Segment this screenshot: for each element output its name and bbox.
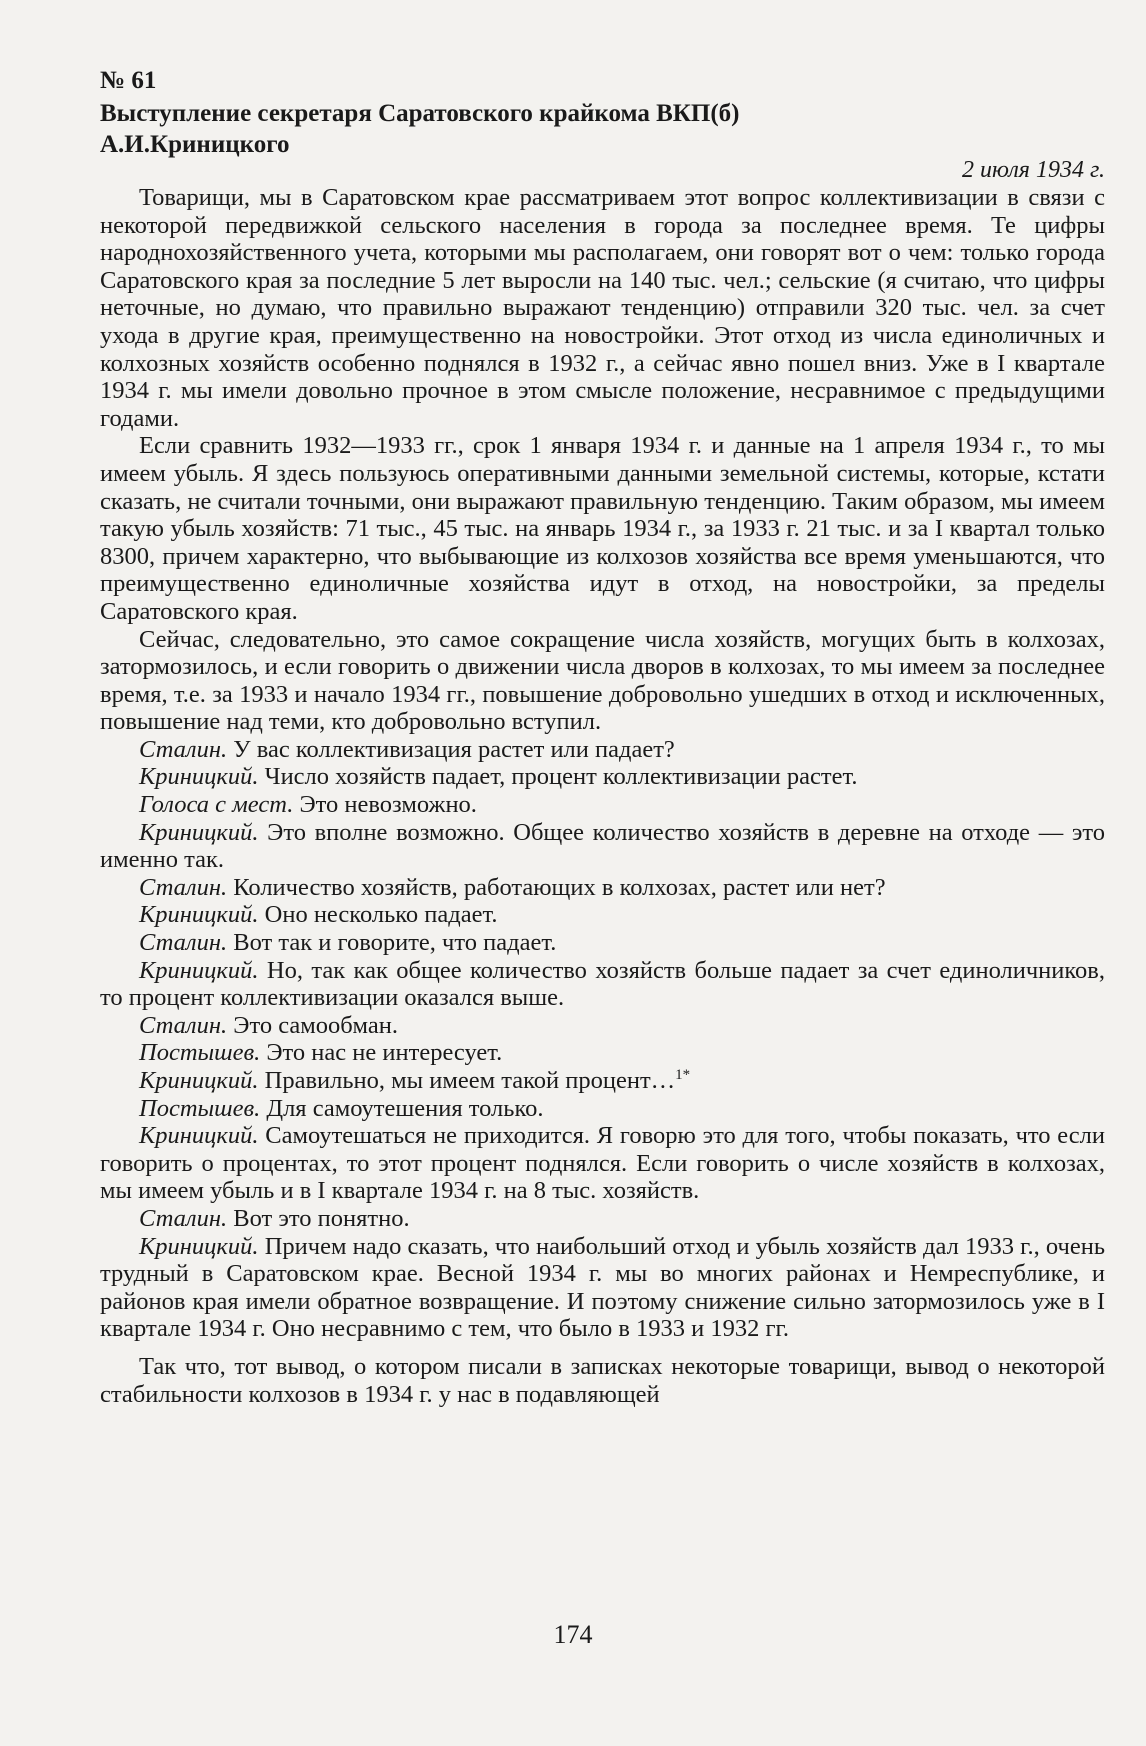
dialogue-line (100, 1039, 1105, 1067)
speaker: Криницкий. (139, 1232, 259, 1260)
title-line-2: А.И.Криницкого (100, 131, 290, 158)
remark: Это вполне возможно. Общее количество хозяйств в деревне на отходе — это именно так. (100, 818, 1105, 874)
dialogue-line (100, 819, 1105, 874)
document-body (100, 184, 1105, 1408)
document-title (100, 98, 1105, 160)
paragraph-3: Сейчас, следовательно, это самое сокращение числа хозяйств, могущих быть в колхозах, затормозилось, и если говорить о движении числа дворов в колхозах, то мы имеем за последнее время, т.е. за 1933 и начало 1934 гг., повышение добровольно ушедших в отход и исключенных, повышение над теми, кто добровольно вступил. (100, 625, 1105, 736)
remark: Это невозможно. (293, 791, 477, 819)
speaker: Криницкий. (139, 901, 259, 929)
dialogue-line (100, 1012, 1105, 1040)
dialogue-line (100, 1122, 1105, 1205)
title-line-1: Выступление секретаря Саратовского крайкома ВКП(б) (100, 100, 740, 127)
document-number: № 61 (100, 67, 157, 94)
speaker: Криницкий. (139, 1122, 259, 1150)
speaker: Постышев. (139, 1039, 261, 1067)
dialogue-line (100, 763, 1105, 791)
dialogue-line (100, 957, 1105, 1012)
speaker: Криницкий. (139, 1067, 259, 1094)
dialogue-line (100, 791, 1105, 819)
dialogue-line (100, 736, 1105, 764)
paragraph-1: Товарищи, мы в Саратовском крае рассматриваем этот вопрос коллективизации в связи с некоторой передвижкой сельского населения в города за последнее время. Те цифры народнохозяйственного учета, которыми мы располагаем, они говорят вот о чем: только города Саратовского края за последние 5 лет выросли на 140 тыс. чел.; сельские (я считаю, что цифры неточные, но думаю, что правильно выражают тенденцию) отправили 320 тыс. чел. за счет ухода в другие края, преимущественно на новостройки. Этот отход из числа единоличных и колхозных хозяйств особенно поднялся в 1932 г., а сейчас явно пошел вниз. Уже в I квартале 1934 г. мы имели довольно прочное в этом смысле положение, несравнимое с предыдущими годами. (100, 184, 1105, 432)
final-paragraph: Так что, тот вывод, о котором писали в записках некоторые товарищи, вывод о некоторой стабильности колхозов в 1934 г. у нас в подавляющей (100, 1352, 1105, 1408)
speaker: Сталин. (139, 873, 228, 901)
speaker: Сталин. (139, 1204, 228, 1232)
remark: У вас коллективизация растет или падает? (227, 735, 675, 763)
remark: Причем надо сказать, что наибольший отход и убыль хозяйств дал 1933 г., очень трудный в Саратовском крае. Весной 1934 г. мы во многих районах и Немреспублике, и районов края имели обратное возвращение. И поэтому снижение сильно затормозилось уже в I квартале 1934 г. Оно несравнимо с тем, что было в 1933 и 1932 гг. (100, 1232, 1105, 1343)
paragraph-2: Если сравнить 1932—1933 гг., срок 1 января 1934 г. и данные на 1 апреля 1934 г., то мы имеем убыль. Я здесь пользуюсь оперативными данными земельной системы, которые, кстати сказать, не считали точными, они выражают правильную тенденцию. Таким образом, мы имеем такую убыль хозяйств: 71 тыс., 45 тыс. на январь 1934 г., за 1933 г. 21 тыс. и за I квартал только 8300, причем характерно, что выбывающие из колхозов хозяйства все время уменьшаются, что преимущественно единоличные хозяйства идут в отход, на новостройки, за пределы Саратовского края. (100, 432, 1105, 625)
remark: Оно несколько падает. (258, 901, 498, 929)
speaker: Криницкий. (139, 818, 259, 846)
speaker: Сталин. (139, 929, 228, 957)
dialogue-line (100, 1067, 1105, 1095)
dialogue-line (100, 1205, 1105, 1233)
dialogue-line (100, 1095, 1105, 1123)
speaker: Постышев. (139, 1094, 261, 1122)
remark: Вот это понятно. (227, 1204, 410, 1232)
page-number: 174 (553, 1620, 593, 1649)
speaker: Сталин. (139, 735, 228, 763)
remark: Правильно, мы имеем такой процент… (258, 1067, 676, 1094)
footnote-marker: 1* (675, 1066, 691, 1083)
speaker: Голоса с мест. (139, 791, 294, 819)
remark: Но, так как общее количество хозяйств больше падает за счет единоличников, то процент коллективизации оказался выше. (100, 956, 1105, 1012)
dialogue-line (100, 874, 1105, 902)
remark: Количество хозяйств, работающих в колхозах, растет или нет? (227, 873, 886, 901)
remark: Самоутешаться не приходится. Я говорю это для того, чтобы показать, что если говорить о процентах, то этот процент поднялся. Если говорить о числе хозяйств в колхозах, мы имеем убыль и в I квартале 1934 г. на 8 тыс. хозяйств. (100, 1122, 1105, 1205)
remark: Это нас не интересует. (260, 1039, 503, 1067)
document-page (100, 66, 1105, 1408)
speaker: Криницкий. (139, 956, 259, 984)
dialogue-line (100, 929, 1105, 957)
dialogue-line (100, 901, 1105, 929)
remark: Это самообман. (227, 1011, 398, 1039)
remark: Вот так и говорите, что падает. (227, 929, 557, 957)
dialogue-line (100, 1233, 1105, 1343)
document-date: 2 июля 1934 г. (962, 157, 1105, 183)
speaker: Сталин. (139, 1011, 228, 1039)
speaker: Криницкий. (139, 763, 259, 791)
remark: Число хозяйств падает, процент коллективизации растет. (258, 763, 858, 791)
remark: Для самоутешения только. (260, 1094, 544, 1122)
